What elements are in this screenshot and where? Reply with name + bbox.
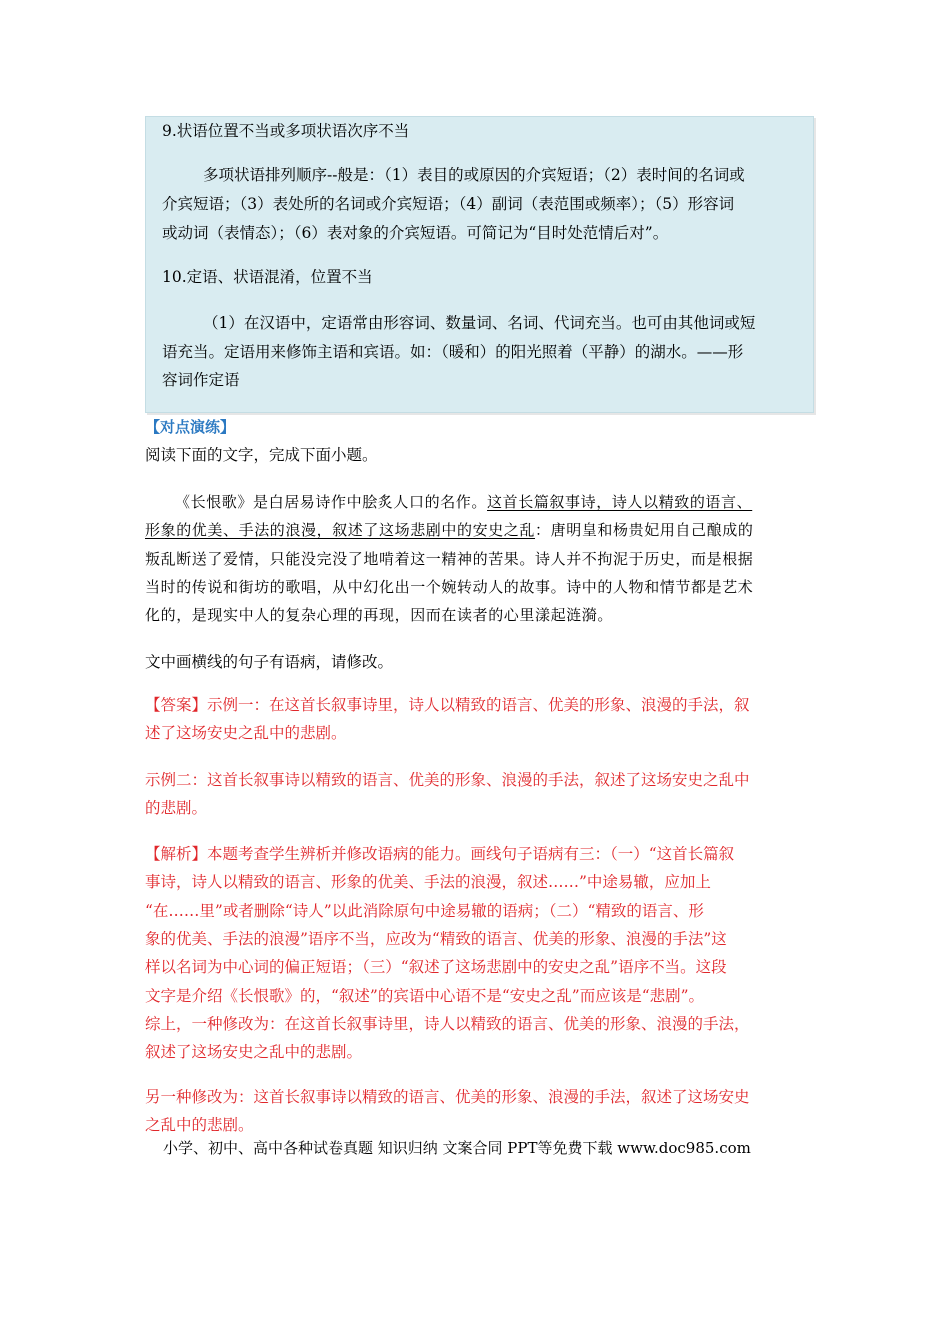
answer-line: 的悲剧。 bbox=[145, 799, 208, 817]
passage-text: ：唐明皇和杨贵妃用自己酿成的 bbox=[535, 521, 754, 539]
answer-line: 【答案】示例一：在这首长叙事诗里，诗人以精致的语言、优美的形象、浪漫的手法，叙 bbox=[145, 696, 750, 714]
passage-line bbox=[175, 492, 752, 512]
underlined-sentence: 形象的优美、手法的浪漫，叙述了这场悲剧中的安史之乱 bbox=[145, 521, 536, 539]
section-10-heading: 10.定语、状语混淆，位置不当 bbox=[162, 268, 373, 286]
underlined-sentence: 这首长篇叙事诗，诗人以精致的语言、 bbox=[487, 493, 753, 511]
analysis-line: 之乱中的悲剧。 bbox=[145, 1116, 254, 1134]
analysis-line: 文字是介绍《长恨歌》的，“叙述”的宾语中心语不是“安史之乱”而应该是“悲剧”。 bbox=[145, 987, 705, 1005]
section-9-text-line: 多项状语排列顺序--般是：（1）表目的或原因的介宾短语；（2）表时间的名词或 bbox=[203, 166, 745, 184]
section-9-text-line: 或动词（表情态）；（6）表对象的介宾短语。可简记为“目时处范情后对”。 bbox=[162, 224, 669, 242]
answer-line: 示例二：这首长叙事诗以精致的语言、优美的形象、浪漫的手法，叙述了这场安史之乱中 bbox=[145, 771, 750, 789]
analysis-line: 另一种修改为：这首长叙事诗以精致的语言、优美的形象、浪漫的手法，叙述了这场安史 bbox=[145, 1088, 750, 1106]
analysis-line: 事诗，诗人以精致的语言、形象的优美、手法的浪漫，叙述……”中途易辙，应加上 bbox=[145, 873, 711, 891]
passage-text: 《长恨歌》是白居易诗作中脍炙人口的名作。 bbox=[175, 493, 488, 511]
analysis-line: 叙述了这场安史之乱中的悲剧。 bbox=[145, 1043, 363, 1061]
passage-line: 当时的传说和街坊的歌唱，从中幻化出一个婉转动人的故事。诗中的人物和情节都是艺术 bbox=[145, 578, 754, 596]
practice-heading: 【对点演练】 bbox=[145, 418, 236, 436]
grammar-notes-box bbox=[145, 116, 814, 413]
practice-instruction: 阅读下面的文字，完成下面小题。 bbox=[145, 446, 378, 464]
passage-line bbox=[145, 520, 753, 540]
section-10-text-line: （1）在汉语中，定语常由形容词、数量词、名词、代词充当。也可由其他词或短 bbox=[203, 314, 756, 332]
analysis-line: 【解析】本题考查学生辨析并修改语病的能力。画线句子语病有三：（一）“这首长篇叙 bbox=[145, 845, 735, 863]
section-10-text-line: 容词作定语 bbox=[162, 371, 240, 389]
passage-line: 化的，是现实中人的复杂心理的再现，因而在读者的心里漾起涟漪。 bbox=[145, 606, 614, 624]
answer-line: 述了这场安史之乱中的悲剧。 bbox=[145, 724, 347, 742]
section-9-heading: 9.状语位置不当或多项状语次序不当 bbox=[162, 122, 410, 140]
section-10-text-line: 语充当。定语用来修饰主语和宾语。如：（暖和）的阳光照着（平静）的湖水。——形 bbox=[162, 343, 744, 361]
passage-line: 叛乱断送了爱情，只能没完没了地啃着这一精神的苦果。诗人并不拘泥于历史，而是根据 bbox=[145, 550, 754, 568]
section-9-text-line: 介宾短语；（3）表处所的名词或介宾短语；（4）副词（表范围或频率）；（5）形容词 bbox=[162, 195, 735, 213]
analysis-line: 象的优美、手法的浪漫”语序不当，应改为“精致的语言、优美的形象、浪漫的手法”这 bbox=[145, 930, 727, 948]
analysis-line: “在……里”或者删除“诗人”以此消除原句中途易辙的语病；（二）“精致的语言、形 bbox=[145, 902, 704, 920]
analysis-line: 综上，一种修改为：在这首长叙事诗里，诗人以精致的语言、优美的形象、浪漫的手法， bbox=[145, 1015, 750, 1033]
footer: 小学、初中、高中各种试卷真题 知识归纳 文案合同 PPT等免费下载 www.doc985.com bbox=[163, 1139, 751, 1157]
question: 文中画横线的句子有语病，请修改。 bbox=[145, 653, 394, 671]
analysis-line: 样以名词为中心词的偏正短语；（三）“叙述了这场悲剧中的安史之乱”语序不当。这段 bbox=[145, 958, 727, 976]
